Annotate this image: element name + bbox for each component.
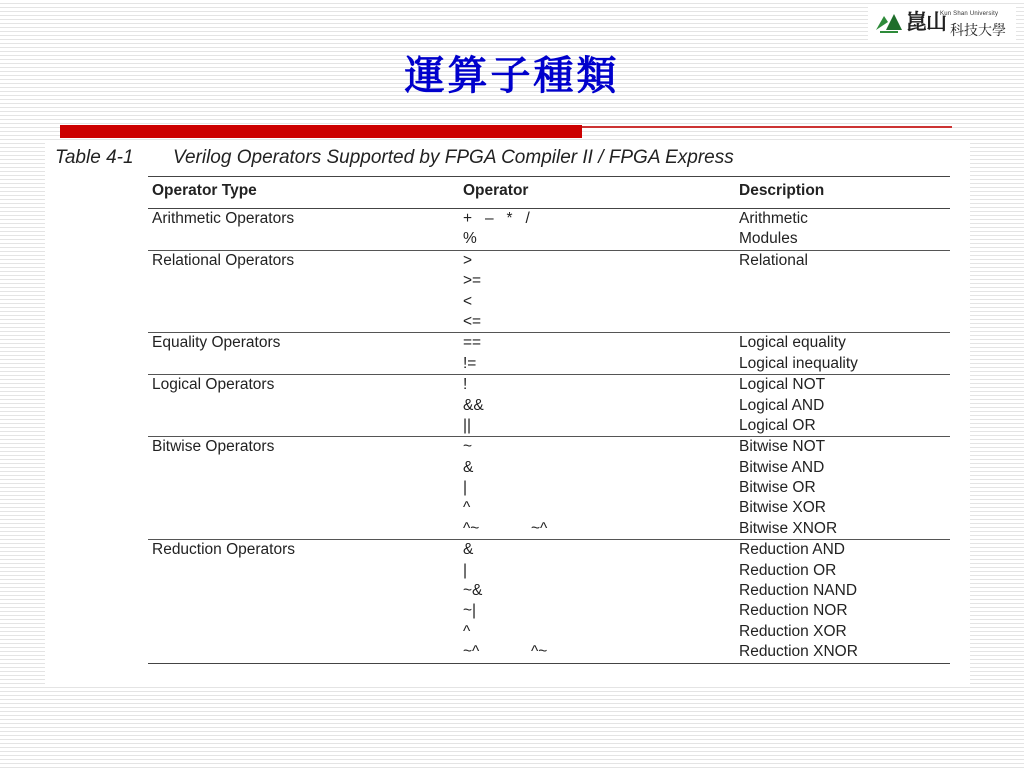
title-divider-line <box>582 126 952 128</box>
description-cell <box>735 333 950 375</box>
operator-type-text: Equality Operators <box>152 334 281 352</box>
description-text: Logical equality <box>739 334 846 352</box>
operator-symbol: | <box>463 479 468 497</box>
operator-symbol: <= <box>463 312 482 330</box>
header-operator-type: Operator Type <box>148 177 459 209</box>
table-row <box>148 250 950 333</box>
operator-symbol: ~& <box>463 582 483 600</box>
operator-symbol: ^~ ~^ <box>463 519 548 537</box>
description-text: Arithmetic <box>739 210 808 227</box>
operator-type-cell <box>148 333 459 375</box>
description-text: Reduction XOR <box>739 622 847 640</box>
operator-type-cell <box>148 540 459 663</box>
operator-symbol: % <box>463 230 477 248</box>
description-text: Modules <box>739 230 798 248</box>
operator-symbol: && <box>463 396 484 414</box>
operator-cell <box>459 333 735 375</box>
table-caption-text: Verilog Operators Supported by FPGA Compiler II / FPGA Express <box>173 147 734 168</box>
slide-title: 運算子種類 <box>404 52 620 99</box>
operator-cell <box>459 540 735 663</box>
header-description: Description <box>735 177 950 209</box>
operator-symbol: & <box>463 541 474 559</box>
university-logo <box>868 4 1016 40</box>
description-cell <box>735 540 950 663</box>
logo-name-subtitle: 科技大學 <box>950 23 1006 39</box>
description-cell <box>735 209 950 251</box>
operator-type-text: Bitwise Operators <box>152 438 275 456</box>
operator-type-text: Relational Operators <box>152 251 295 269</box>
description-text: Bitwise OR <box>739 479 816 497</box>
operator-type-cell <box>148 250 459 333</box>
description-text: Bitwise NOT <box>739 438 826 456</box>
description-cell <box>735 250 950 333</box>
operator-type-text: Arithmetic Operators <box>152 210 295 227</box>
description-text: Reduction OR <box>739 561 837 579</box>
description-cell <box>735 437 950 540</box>
operator-symbol: != <box>463 354 477 372</box>
logo-name-chinese: 崑山 <box>906 9 946 34</box>
operator-cell <box>459 250 735 333</box>
operator-symbol: | <box>463 561 468 579</box>
table-row <box>148 333 950 375</box>
operator-cell <box>459 437 735 540</box>
description-text: Reduction NOR <box>739 602 848 620</box>
operator-symbol: ~^ ^~ <box>463 643 548 661</box>
table-row <box>148 209 950 251</box>
operator-type-cell <box>148 209 459 251</box>
table-figure <box>45 140 970 686</box>
table-header-row <box>148 177 950 209</box>
operator-symbol: + – * / <box>463 210 530 227</box>
operator-symbol: < <box>463 292 473 310</box>
leaf-logo-icon <box>874 10 904 34</box>
operator-symbol: ^ <box>463 622 471 640</box>
description-cell <box>735 375 950 437</box>
operator-type-text: Reduction Operators <box>152 541 296 559</box>
table-row <box>148 375 950 437</box>
logo-name-english: Kun Shan University <box>940 11 999 17</box>
table-caption <box>55 147 734 169</box>
title-divider-red <box>60 125 582 138</box>
operators-table <box>148 176 950 664</box>
description-text: Reduction NAND <box>739 582 858 600</box>
table-row <box>148 437 950 540</box>
operator-symbol: >= <box>463 272 482 290</box>
operator-type-cell <box>148 375 459 437</box>
table-caption-number: Table 4-1 <box>55 147 134 168</box>
operator-symbol: ! <box>463 376 468 394</box>
operator-type-text: Logical Operators <box>152 376 275 394</box>
description-text: Bitwise AND <box>739 458 825 476</box>
operator-type-cell <box>148 437 459 540</box>
description-text: Reduction XNOR <box>739 643 858 661</box>
table-row <box>148 540 950 663</box>
operator-symbol: ~| <box>463 602 477 620</box>
operator-symbol: > <box>463 251 473 269</box>
description-text: Bitwise XOR <box>739 499 826 517</box>
operator-cell <box>459 375 735 437</box>
description-text: Logical OR <box>739 416 816 434</box>
description-text: Reduction AND <box>739 541 845 559</box>
description-text: Logical AND <box>739 396 825 414</box>
description-text: Logical NOT <box>739 376 826 394</box>
operator-symbol: || <box>463 416 472 434</box>
operator-symbol: & <box>463 458 474 476</box>
description-text: Relational <box>739 251 808 269</box>
operator-symbol: ~ <box>463 438 473 456</box>
description-text: Bitwise XNOR <box>739 519 838 537</box>
description-text: Logical inequality <box>739 354 858 372</box>
operator-symbol: == <box>463 334 482 352</box>
operator-symbol: ^ <box>463 499 471 517</box>
operator-cell <box>459 209 735 251</box>
header-operator: Operator <box>459 177 735 209</box>
